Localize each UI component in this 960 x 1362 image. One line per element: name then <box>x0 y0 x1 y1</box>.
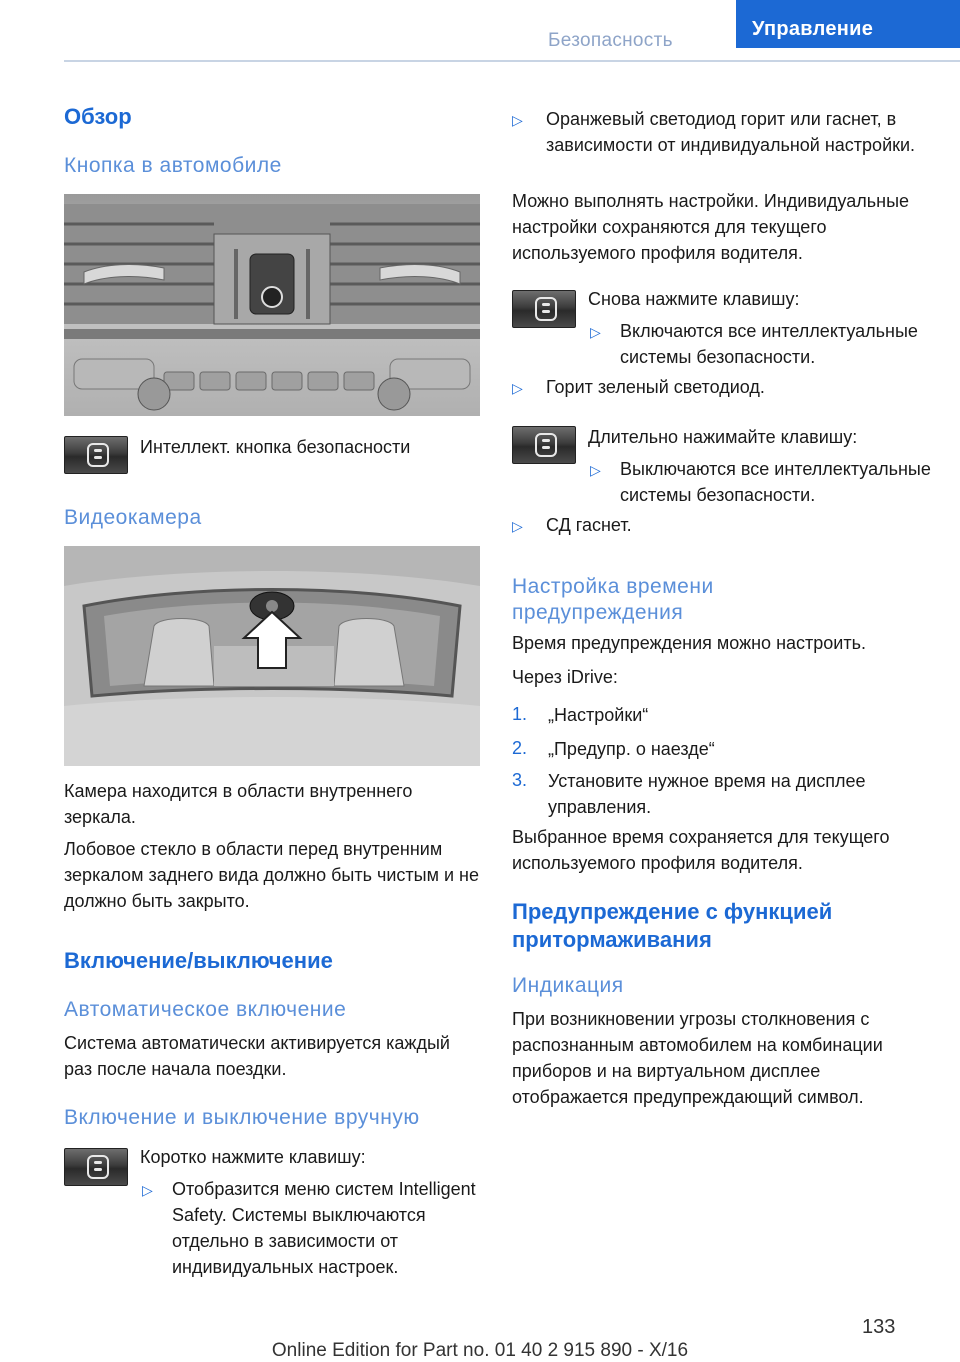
bullet-triangle-icon: ▷ <box>512 518 523 534</box>
page-number: 133 <box>862 1316 896 1338</box>
step-number: 2. <box>512 738 528 758</box>
orange-led-text: Оранжевый светодиод горит или гаснет, в зависимости от индивидуальной настройки. <box>546 109 916 155</box>
auto-on-text: Система автоматически активируется каждый раз после начала поездки. <box>64 1033 450 1079</box>
safety-button-icon <box>64 436 128 474</box>
safety-button-icon-again <box>512 290 576 328</box>
heading-video-camera: Видеокамера <box>64 506 202 529</box>
heading-button-in-car: Кнопка в автомобиле <box>64 154 282 177</box>
header-tab-safety: Безопасность <box>548 30 673 51</box>
step-text: „Настройки“ <box>548 705 649 725</box>
short-press-text: Коротко нажмите клавишу: <box>140 1147 366 1167</box>
camera-photo <box>64 546 480 766</box>
step-text: „Предупр. о наезде“ <box>548 739 715 759</box>
dashboard-button-photo <box>64 194 480 416</box>
heading-warning-time: Настройка времени предупреждения <box>512 575 714 624</box>
heading-manual-on-off: Включение и выключение вручную <box>64 1106 420 1129</box>
saved-time-text: Выбранное время сохраняется для текущего используемого профиля водителя. <box>512 827 890 873</box>
all-systems-off-text: Выключаются все интеллектуальные системы безопасности. <box>620 459 931 505</box>
safety-button-icon-short <box>64 1148 128 1186</box>
long-press-text: Длительно нажимайте клавишу: <box>588 427 858 447</box>
camera-location-text: Камера находится в области внутреннего зеркала. <box>64 781 413 827</box>
windshield-clean-text: Лобовое стекло в области перед внутренним зеркалом заднего вида должно быть чистым и не должно быть закрыто. <box>64 839 479 911</box>
safety-button-icon-long <box>512 426 576 464</box>
green-led-text: Горит зеленый светодиод. <box>546 377 765 397</box>
safety-button-caption: Интеллект. кнопка безопасности <box>140 437 411 457</box>
dashboard-illustration <box>64 194 480 416</box>
led-off-text: СД гаснет. <box>546 515 632 535</box>
heading-indication: Индикация <box>512 974 624 997</box>
all-systems-on-text: Включаются все интеллектуальные системы безопасности. <box>620 321 918 367</box>
bullet-triangle-icon: ▷ <box>512 380 523 396</box>
footer-edition: Online Edition for Part no. 01 40 2 915 890 - X/16 <box>271 1340 689 1361</box>
short-press-result: Отобразится меню систем Intelligent Safety. Системы выключаются отдельно в зависимости от индивидуальных настроек. <box>172 1179 476 1277</box>
page-header <box>64 14 960 62</box>
settings-text: Можно выполнять настройки. Индивидуальные настройки сохраняются для текущего используемого профиля водителя. <box>512 191 910 263</box>
press-again-text: Снова нажмите клавишу: <box>588 289 800 309</box>
heading-warning-brake: Предупреждение с функцией притормаживания <box>512 899 833 952</box>
windshield-camera-illustration <box>64 546 480 766</box>
header-tab-control: Управление <box>736 0 960 48</box>
bullet-triangle-icon: ▷ <box>512 112 523 128</box>
step-number: 3. <box>512 770 528 790</box>
bullet-triangle-icon: ▷ <box>142 1182 153 1198</box>
heading-overview: Обзор <box>64 104 132 129</box>
step-number: 1. <box>512 704 528 724</box>
bullet-triangle-icon: ▷ <box>590 324 601 340</box>
indication-text: При возникновении угрозы столкновения с распознанным автомобилем на комбинации приборов и на виртуальном дисплее отображается предупреждающий символ. <box>512 1009 883 1107</box>
bullet-triangle-icon: ▷ <box>590 462 601 478</box>
heading-on-off: Включение/выключение <box>64 948 333 973</box>
heading-auto-on: Автоматическое включение <box>64 998 347 1021</box>
idrive-text: Через iDrive: <box>512 667 618 687</box>
step-text: Установите нужное время на дисплее управления. <box>548 771 866 817</box>
warning-time-text: Время предупреждения можно настроить. <box>512 633 866 653</box>
